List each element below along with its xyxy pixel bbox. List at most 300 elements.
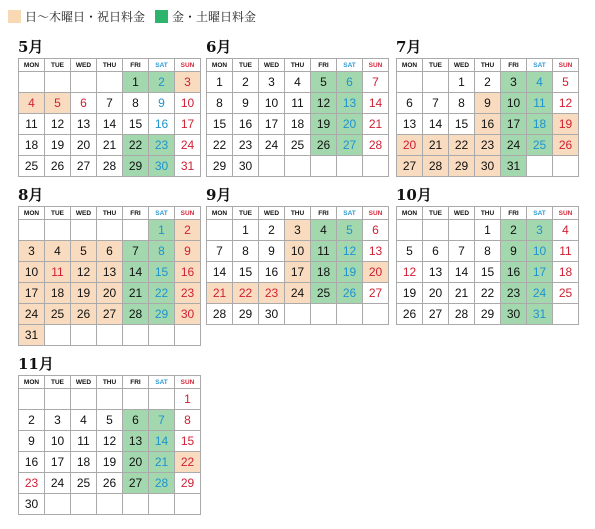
day-cell: 10: [259, 93, 285, 114]
weekday-header: TUE: [45, 207, 71, 220]
day-cell: 24: [285, 283, 311, 304]
weekday-header-row: [19, 376, 201, 389]
day-cell: 22: [475, 283, 501, 304]
day-cell: 6: [71, 93, 97, 114]
weekday-header: MON: [19, 207, 45, 220]
empty-cell: [123, 494, 149, 515]
day-cell: 11: [527, 93, 553, 114]
week-row: [19, 156, 201, 177]
day-cell: 5: [397, 241, 423, 262]
week-row: [19, 389, 201, 410]
weekday-header: SAT: [337, 207, 363, 220]
day-cell: 18: [45, 283, 71, 304]
day-cell: 28: [123, 304, 149, 325]
day-cell: 7: [123, 241, 149, 262]
day-cell: 31: [175, 156, 201, 177]
day-cell: 6: [97, 241, 123, 262]
day-cell: 11: [71, 431, 97, 452]
day-cell: 15: [475, 262, 501, 283]
day-cell: 21: [149, 452, 175, 473]
day-cell: 24: [19, 304, 45, 325]
day-cell: 12: [311, 93, 337, 114]
day-cell: 30: [149, 156, 175, 177]
day-cell: 7: [423, 93, 449, 114]
day-cell: 25: [553, 283, 579, 304]
day-cell: 29: [449, 156, 475, 177]
day-cell: 13: [97, 262, 123, 283]
day-cell: 4: [71, 410, 97, 431]
day-cell: 20: [123, 452, 149, 473]
day-cell: 3: [19, 241, 45, 262]
week-row: [397, 220, 579, 241]
day-cell: 16: [19, 452, 45, 473]
empty-cell: [149, 325, 175, 346]
weekday-header: MON: [397, 207, 423, 220]
month-title: 11月: [18, 355, 54, 373]
empty-cell: [363, 304, 389, 325]
day-cell: 17: [45, 452, 71, 473]
day-cell: 10: [45, 431, 71, 452]
weekday-header: TUE: [423, 59, 449, 72]
day-cell: 9: [233, 93, 259, 114]
empty-cell: [45, 220, 71, 241]
day-cell: 19: [97, 452, 123, 473]
day-cell: 17: [501, 114, 527, 135]
day-cell: 12: [397, 262, 423, 283]
day-cell: 13: [337, 93, 363, 114]
empty-cell: [337, 156, 363, 177]
weekday-header: FRI: [123, 59, 149, 72]
empty-cell: [285, 304, 311, 325]
day-cell: 2: [175, 220, 201, 241]
weekday-header: THU: [97, 376, 123, 389]
day-cell: 11: [285, 93, 311, 114]
weekday-header: TUE: [45, 59, 71, 72]
weekday-header: THU: [97, 59, 123, 72]
day-cell: 28: [363, 135, 389, 156]
month-title: 6月: [206, 38, 232, 56]
week-row: [207, 93, 389, 114]
weekday-header-row: [19, 207, 201, 220]
day-cell: 25: [311, 283, 337, 304]
day-cell: 20: [397, 135, 423, 156]
empty-cell: [175, 494, 201, 515]
empty-cell: [527, 156, 553, 177]
day-cell: 24: [501, 135, 527, 156]
day-cell: 8: [449, 93, 475, 114]
weekday-header-row: [19, 59, 201, 72]
day-cell: 8: [475, 241, 501, 262]
day-cell: 30: [19, 494, 45, 515]
day-cell: 1: [175, 389, 201, 410]
day-cell: 19: [553, 114, 579, 135]
day-cell: 3: [175, 72, 201, 93]
week-row: [19, 410, 201, 431]
empty-cell: [259, 156, 285, 177]
day-cell: 10: [527, 241, 553, 262]
week-row: [207, 72, 389, 93]
day-cell: 9: [475, 93, 501, 114]
week-row: [207, 220, 389, 241]
day-cell: 2: [19, 410, 45, 431]
day-cell: 2: [501, 220, 527, 241]
weekday-header: SUN: [363, 207, 389, 220]
week-row: [397, 283, 579, 304]
day-cell: 22: [175, 452, 201, 473]
day-cell: 11: [311, 241, 337, 262]
day-cell: 26: [553, 135, 579, 156]
day-cell: 16: [233, 114, 259, 135]
day-cell: 3: [501, 72, 527, 93]
calendar-grid: [18, 58, 201, 177]
day-cell: 23: [475, 135, 501, 156]
day-cell: 1: [475, 220, 501, 241]
day-cell: 8: [123, 93, 149, 114]
day-cell: 27: [71, 156, 97, 177]
day-cell: 27: [363, 283, 389, 304]
week-row: [207, 283, 389, 304]
day-cell: 9: [259, 241, 285, 262]
day-cell: 17: [259, 114, 285, 135]
day-cell: 19: [397, 283, 423, 304]
day-cell: 8: [207, 93, 233, 114]
weekday-header: THU: [475, 207, 501, 220]
day-cell: 14: [97, 114, 123, 135]
day-cell: 26: [397, 304, 423, 325]
day-cell: 6: [423, 241, 449, 262]
day-cell: 2: [475, 72, 501, 93]
day-cell: 13: [71, 114, 97, 135]
week-row: [19, 135, 201, 156]
day-cell: 7: [449, 241, 475, 262]
weekday-header: MON: [397, 59, 423, 72]
empty-cell: [97, 389, 123, 410]
day-cell: 21: [423, 135, 449, 156]
weekday-swatch: [8, 10, 21, 23]
day-cell: 1: [123, 72, 149, 93]
empty-cell: [45, 389, 71, 410]
empty-cell: [337, 304, 363, 325]
calendar-grid: [396, 206, 579, 325]
empty-cell: [71, 220, 97, 241]
day-cell: 7: [97, 93, 123, 114]
week-row: [207, 304, 389, 325]
calendar-grid: [206, 58, 389, 177]
day-cell: 29: [475, 304, 501, 325]
day-cell: 7: [363, 72, 389, 93]
weekday-header: THU: [97, 207, 123, 220]
empty-cell: [123, 325, 149, 346]
empty-cell: [553, 304, 579, 325]
day-cell: 11: [45, 262, 71, 283]
month-september: [206, 186, 388, 325]
day-cell: 23: [259, 283, 285, 304]
empty-cell: [71, 72, 97, 93]
day-cell: 8: [175, 410, 201, 431]
calendar-grid: [396, 58, 579, 177]
day-cell: 17: [19, 283, 45, 304]
week-row: [19, 114, 201, 135]
day-cell: 23: [19, 473, 45, 494]
day-cell: 6: [123, 410, 149, 431]
weekday-header: WED: [71, 207, 97, 220]
day-cell: 29: [207, 156, 233, 177]
day-cell: 20: [337, 114, 363, 135]
month-july: [396, 38, 578, 177]
week-row: [397, 93, 579, 114]
day-cell: 2: [259, 220, 285, 241]
day-cell: 27: [337, 135, 363, 156]
weekday-header: WED: [259, 207, 285, 220]
day-cell: 27: [423, 304, 449, 325]
day-cell: 14: [149, 431, 175, 452]
weekday-header: WED: [71, 59, 97, 72]
month-may: [18, 38, 200, 177]
day-cell: 4: [285, 72, 311, 93]
day-cell: 13: [123, 431, 149, 452]
day-cell: 19: [71, 283, 97, 304]
empty-cell: [19, 389, 45, 410]
day-cell: 24: [259, 135, 285, 156]
day-cell: 11: [19, 114, 45, 135]
month-october: [396, 186, 578, 325]
day-cell: 6: [363, 220, 389, 241]
day-cell: 21: [123, 283, 149, 304]
day-cell: 26: [71, 304, 97, 325]
day-cell: 14: [423, 114, 449, 135]
day-cell: 21: [207, 283, 233, 304]
day-cell: 19: [337, 262, 363, 283]
day-cell: 30: [501, 304, 527, 325]
day-cell: 20: [423, 283, 449, 304]
day-cell: 26: [97, 473, 123, 494]
day-cell: 14: [449, 262, 475, 283]
day-cell: 15: [207, 114, 233, 135]
weekday-header: WED: [449, 207, 475, 220]
day-cell: 21: [97, 135, 123, 156]
day-cell: 6: [397, 93, 423, 114]
week-row: [19, 262, 201, 283]
day-cell: 20: [97, 283, 123, 304]
empty-cell: [97, 494, 123, 515]
month-title: 5月: [18, 38, 44, 56]
day-cell: 10: [501, 93, 527, 114]
empty-cell: [311, 156, 337, 177]
day-cell: 27: [123, 473, 149, 494]
weekday-header-row: [397, 207, 579, 220]
week-row: [397, 304, 579, 325]
day-cell: 13: [397, 114, 423, 135]
week-row: [19, 473, 201, 494]
day-cell: 15: [149, 262, 175, 283]
day-cell: 4: [45, 241, 71, 262]
week-row: [19, 283, 201, 304]
empty-cell: [423, 220, 449, 241]
weekday-header: FRI: [123, 376, 149, 389]
month-november: [18, 355, 200, 515]
day-cell: 5: [45, 93, 71, 114]
day-cell: 14: [123, 262, 149, 283]
day-cell: 25: [45, 304, 71, 325]
day-cell: 31: [527, 304, 553, 325]
week-row: [19, 325, 201, 346]
empty-cell: [123, 389, 149, 410]
day-cell: 31: [501, 156, 527, 177]
day-cell: 10: [19, 262, 45, 283]
week-row: [19, 241, 201, 262]
day-cell: 5: [311, 72, 337, 93]
day-cell: 25: [285, 135, 311, 156]
day-cell: 2: [233, 72, 259, 93]
week-row: [397, 135, 579, 156]
weekday-header: SAT: [149, 59, 175, 72]
month-title: 7月: [396, 38, 422, 56]
month-june: [206, 38, 388, 177]
day-cell: 21: [363, 114, 389, 135]
day-cell: 16: [475, 114, 501, 135]
day-cell: 30: [233, 156, 259, 177]
day-cell: 12: [97, 431, 123, 452]
day-cell: 28: [449, 304, 475, 325]
weekday-header: MON: [207, 59, 233, 72]
empty-cell: [423, 72, 449, 93]
empty-cell: [71, 389, 97, 410]
month-august: [18, 186, 200, 346]
empty-cell: [123, 220, 149, 241]
day-cell: 19: [45, 135, 71, 156]
day-cell: 6: [337, 72, 363, 93]
day-cell: 7: [149, 410, 175, 431]
day-cell: 16: [501, 262, 527, 283]
day-cell: 5: [71, 241, 97, 262]
empty-cell: [311, 304, 337, 325]
day-cell: 1: [449, 72, 475, 93]
calendar-grid: [206, 206, 389, 325]
day-cell: 25: [19, 156, 45, 177]
day-cell: 22: [123, 135, 149, 156]
weekday-header: FRI: [311, 59, 337, 72]
day-cell: 27: [97, 304, 123, 325]
day-cell: 26: [45, 156, 71, 177]
day-cell: 26: [311, 135, 337, 156]
week-row: [19, 72, 201, 93]
day-cell: 23: [149, 135, 175, 156]
weekday-header-row: [207, 59, 389, 72]
day-cell: 29: [149, 304, 175, 325]
day-cell: 16: [259, 262, 285, 283]
weekday-header: FRI: [123, 207, 149, 220]
day-cell: 18: [311, 262, 337, 283]
day-cell: 21: [449, 283, 475, 304]
calendar-grid: [18, 206, 201, 346]
day-cell: 5: [553, 72, 579, 93]
legend-weekend-label: 金・土曜日料金: [172, 9, 257, 24]
day-cell: 5: [97, 410, 123, 431]
day-cell: 15: [449, 114, 475, 135]
empty-cell: [397, 220, 423, 241]
day-cell: 26: [337, 283, 363, 304]
day-cell: 9: [175, 241, 201, 262]
weekday-header-row: [397, 59, 579, 72]
empty-cell: [553, 156, 579, 177]
day-cell: 30: [175, 304, 201, 325]
day-cell: 18: [285, 114, 311, 135]
empty-cell: [175, 325, 201, 346]
weekday-header: FRI: [311, 207, 337, 220]
day-cell: 28: [423, 156, 449, 177]
weekday-header: MON: [19, 59, 45, 72]
weekday-header: MON: [19, 376, 45, 389]
week-row: [19, 452, 201, 473]
weekday-header: SUN: [553, 59, 579, 72]
day-cell: 7: [207, 241, 233, 262]
day-cell: 1: [207, 72, 233, 93]
weekday-header: WED: [71, 376, 97, 389]
day-cell: 28: [149, 473, 175, 494]
empty-cell: [97, 325, 123, 346]
weekday-header-row: [207, 207, 389, 220]
day-cell: 29: [175, 473, 201, 494]
weekday-header: THU: [285, 59, 311, 72]
day-cell: 17: [175, 114, 201, 135]
empty-cell: [19, 72, 45, 93]
day-cell: 18: [71, 452, 97, 473]
month-title: 8月: [18, 186, 44, 204]
day-cell: 30: [475, 156, 501, 177]
day-cell: 4: [311, 220, 337, 241]
week-row: [397, 72, 579, 93]
day-cell: 23: [501, 283, 527, 304]
weekday-header: SUN: [363, 59, 389, 72]
weekday-header: THU: [475, 59, 501, 72]
day-cell: 12: [337, 241, 363, 262]
weekday-header: SUN: [175, 376, 201, 389]
week-row: [397, 241, 579, 262]
calendar-grid: [18, 375, 201, 515]
weekday-header: SAT: [527, 207, 553, 220]
day-cell: 15: [175, 431, 201, 452]
day-cell: 2: [149, 72, 175, 93]
day-cell: 10: [285, 241, 311, 262]
day-cell: 31: [19, 325, 45, 346]
day-cell: 19: [311, 114, 337, 135]
weekday-header: SAT: [149, 207, 175, 220]
empty-cell: [97, 220, 123, 241]
day-cell: 22: [233, 283, 259, 304]
day-cell: 13: [363, 241, 389, 262]
weekday-header: FRI: [501, 59, 527, 72]
empty-cell: [149, 494, 175, 515]
week-row: [19, 304, 201, 325]
week-row: [19, 431, 201, 452]
day-cell: 24: [45, 473, 71, 494]
weekday-header: WED: [259, 59, 285, 72]
day-cell: 8: [149, 241, 175, 262]
day-cell: 1: [233, 220, 259, 241]
week-row: [207, 135, 389, 156]
day-cell: 8: [233, 241, 259, 262]
weekday-header: SAT: [149, 376, 175, 389]
weekday-header: TUE: [233, 59, 259, 72]
day-cell: 20: [71, 135, 97, 156]
day-cell: 4: [19, 93, 45, 114]
empty-cell: [363, 156, 389, 177]
legend-item-weekend: [155, 8, 256, 25]
empty-cell: [71, 494, 97, 515]
week-row: [19, 494, 201, 515]
weekday-header: TUE: [423, 207, 449, 220]
day-cell: 29: [123, 156, 149, 177]
